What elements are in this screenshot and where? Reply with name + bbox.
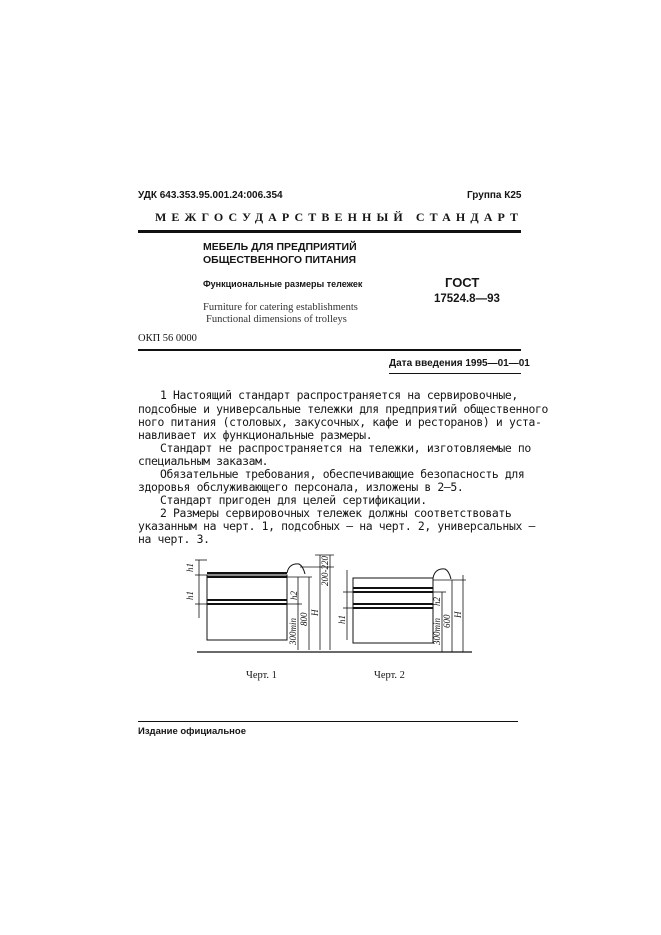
introduction-date: Дата введения 1995—01—01: [389, 358, 530, 369]
trolley-2-dimensions: [343, 570, 466, 652]
paragraph-line: здоровья обслуживающего персонала, изложены в 2—5.: [138, 480, 464, 494]
paragraph-line: навливает их функциональные размеры.: [138, 428, 373, 442]
footer-rule: [138, 721, 518, 722]
paragraph-line: 1 Настоящий стандарт распространяется на сервировочные,: [160, 388, 518, 402]
paragraph-line: специальным заказам.: [138, 454, 269, 468]
label-600: 600: [442, 614, 452, 628]
subtitle: Функциональные размеры тележек: [203, 279, 363, 289]
figure-2-caption: Черт. 2: [374, 670, 405, 681]
udk-code: УДК 643.353.95.001.24:006.354: [138, 190, 283, 201]
label-H-1: H: [310, 609, 320, 616]
banner-title: МЕЖГОСУДАРСТВЕННЫЙ СТАНДАРТ: [155, 210, 524, 224]
paragraph-line: Стандарт не распространяется на тележки, изготовляемые по: [160, 441, 531, 455]
paragraph-line: ного питания (столовых, закусочных, кафе и ресторанов) и уста-: [138, 415, 542, 429]
label-800: 800: [299, 612, 309, 626]
english-title-line-1: Furniture for catering establishments: [203, 302, 358, 313]
figure-1-caption: Черт. 1: [246, 670, 277, 681]
paragraph-line: на черт. 3.: [138, 532, 210, 546]
footer-edition: Издание официальное: [138, 726, 246, 737]
gost-label: ГОСТ: [445, 275, 480, 290]
title-line-1: МЕБЕЛЬ ДЛЯ ПРЕДПРИЯТИЙ: [203, 241, 357, 253]
label-h1-mid: h1: [185, 591, 195, 600]
label-h2-2: h2: [432, 597, 442, 606]
label-H-2: H: [453, 611, 463, 618]
paragraph-line: Стандарт пригоден для целей сертификации.: [160, 493, 427, 507]
okp-code: ОКП 56 0000: [138, 333, 197, 344]
paragraph-line: подсобные и универсальные тележки для предприятий общественного: [138, 402, 548, 416]
title-line-2: ОБЩЕСТВЕННОГО ПИТАНИЯ: [203, 254, 357, 266]
paragraph-line: Обязательные требования, обеспечивающие безопасность для: [160, 467, 525, 481]
paragraph-line: указанным на черт. 1, подсобных — на черт. 2, универсальных —: [138, 519, 535, 533]
label-200-220: 200-220: [320, 556, 330, 586]
gost-number: 17524.8—93: [434, 293, 500, 305]
english-title-line-2: Functional dimensions of trolleys: [206, 314, 347, 325]
label-h2-1: h2: [289, 591, 299, 600]
group-code: Группа К25: [467, 190, 522, 201]
label-300min-2: 300min: [432, 618, 442, 645]
label-300min-1: 300min: [288, 618, 298, 645]
label-h1-top: h1: [185, 563, 195, 572]
paragraph-line: 2 Размеры сервировочных тележек должны соответствовать: [160, 506, 512, 520]
label-h1-2: h1: [337, 615, 347, 624]
trolley-1-dimensions: [195, 555, 334, 650]
